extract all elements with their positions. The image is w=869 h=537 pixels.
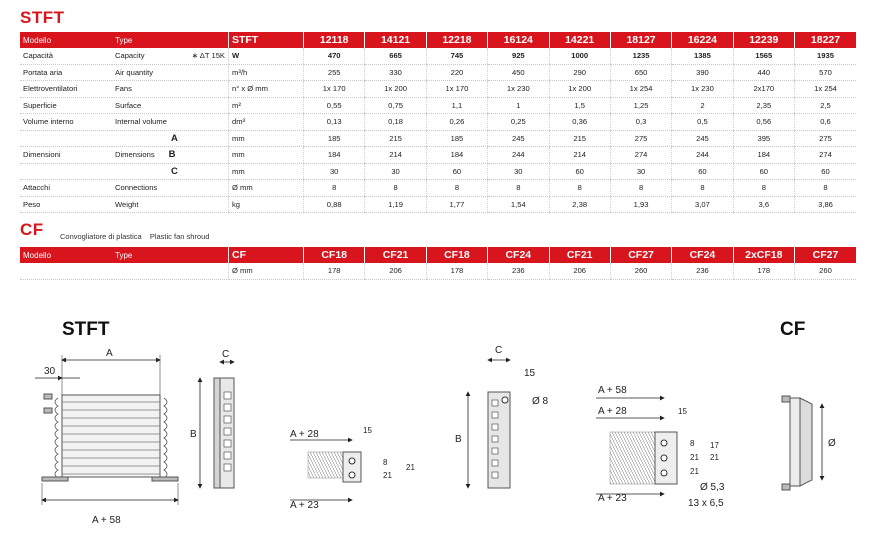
spec-value-cell: 330 — [365, 64, 426, 81]
row-unit: m³/h — [229, 64, 304, 81]
cf-header-series-label: CF — [229, 247, 304, 263]
stft-model-header: 16124 — [488, 32, 549, 48]
spec-value-cell: 1,5 — [549, 97, 610, 114]
stft-model-header: 12218 — [426, 32, 487, 48]
spec-value-cell: 1,19 — [365, 196, 426, 213]
row-label-it: Attacchi — [20, 180, 112, 197]
cf-model-header: CF21 — [365, 247, 426, 263]
spec-value-cell: 275 — [795, 130, 857, 147]
stft-drawing-label: STFT — [62, 319, 110, 340]
row-label-it: Peso — [20, 196, 112, 213]
spec-value-cell: 185 — [426, 130, 487, 147]
spec-value-cell: 665 — [365, 48, 426, 64]
row-unit: mm — [229, 163, 304, 180]
cf-model-header: CF24 — [488, 247, 549, 263]
spec-value-cell: 184 — [733, 147, 794, 164]
spec-value-cell: 2x170 — [733, 81, 794, 98]
spec-value-cell: 1,1 — [426, 97, 487, 114]
spec-value-cell: 244 — [672, 147, 733, 164]
spec-value-cell: 8 — [549, 180, 610, 197]
spec-value-cell: 8 — [365, 180, 426, 197]
spec-value-cell: 1,93 — [610, 196, 671, 213]
spec-value-cell: 0,56 — [733, 114, 794, 131]
connection-detail-small — [290, 426, 415, 511]
row-label-it: Superficie — [20, 97, 112, 114]
spec-value-cell: 60 — [549, 163, 610, 180]
row-unit: kg — [229, 196, 304, 213]
dim-o53-label: Ø 5,3 — [700, 482, 725, 493]
dim-15-large-label: 15 — [524, 368, 536, 379]
cf-diameter-cell: 260 — [795, 263, 857, 279]
spec-value-cell: 245 — [672, 130, 733, 147]
row-note: B — [168, 149, 176, 161]
cf-header-type-label: Type — [112, 247, 229, 263]
spec-value-cell: 2 — [672, 97, 733, 114]
row-unit: m² — [229, 97, 304, 114]
stft-model-header: 14121 — [365, 32, 426, 48]
spec-value-cell: 2,38 — [549, 196, 610, 213]
dim-slot-label: 13 x 6,5 — [688, 498, 724, 509]
row-unit: dm³ — [229, 114, 304, 131]
row-unit: W — [229, 48, 304, 64]
cf-title: CF — [20, 220, 44, 239]
row-unit: mm — [229, 147, 304, 164]
cf-model-header: CF27 — [610, 247, 671, 263]
dim-15-small-label: 15 — [363, 426, 372, 435]
spec-value-cell: 1x 254 — [795, 81, 857, 98]
stft-model-header: 14221 — [549, 32, 610, 48]
row-unit: n° x Ø mm — [229, 81, 304, 98]
spec-value-cell: 1565 — [733, 48, 794, 64]
spec-value-cell: 0,5 — [672, 114, 733, 131]
coil-side-view-large — [455, 345, 549, 488]
spec-value-cell: 274 — [610, 147, 671, 164]
row-label-en-text: Dimensions — [115, 150, 155, 160]
coil-front-view — [35, 348, 178, 526]
row-unit: Ø mm — [229, 180, 304, 197]
row-label-it: Capacità — [20, 48, 112, 64]
spec-value-cell: 1,77 — [426, 196, 487, 213]
connection-detail-large — [596, 385, 725, 509]
row-note: A — [171, 132, 178, 144]
spec-value-cell: 220 — [426, 64, 487, 81]
cf-unit-cell: Ø mm — [229, 263, 304, 279]
spec-value-cell: 470 — [304, 48, 365, 64]
row-label-it: Dimensioni — [20, 147, 112, 164]
cf-diameter-cell: 206 — [365, 263, 426, 279]
spec-value-cell: 0,36 — [549, 114, 610, 131]
spec-value-cell: 30 — [488, 163, 549, 180]
header-model-label: Modello — [20, 32, 112, 48]
stft-model-header: 12118 — [304, 32, 365, 48]
dim-a58-large-label: A + 58 — [598, 385, 627, 396]
spec-value-cell: 8 — [426, 180, 487, 197]
spec-value-cell: 215 — [549, 130, 610, 147]
row-label-it: Volume interno — [20, 114, 112, 131]
stft-model-header: 16224 — [672, 32, 733, 48]
spec-value-cell: 0,55 — [304, 97, 365, 114]
spec-value-cell: 650 — [610, 64, 671, 81]
spec-value-cell: 1x 170 — [304, 81, 365, 98]
dim-a23-small-label: A + 23 — [290, 500, 319, 511]
spec-value-cell: 450 — [488, 64, 549, 81]
spec-value-cell: 184 — [426, 147, 487, 164]
dim-c-label: C — [222, 349, 230, 360]
spec-value-cell: 184 — [304, 147, 365, 164]
spec-value-cell: 274 — [795, 147, 857, 164]
row-label-en-text: Capacity — [115, 51, 145, 61]
dim-17-large-label: 17 — [710, 441, 719, 450]
spec-value-cell: 8 — [304, 180, 365, 197]
stft-model-header: 18227 — [795, 32, 857, 48]
dim-21b-large-label: 21 — [690, 467, 699, 476]
row-label-en-text: Internal volume — [115, 117, 167, 127]
spec-value-cell: 214 — [549, 147, 610, 164]
spec-value-cell: 290 — [549, 64, 610, 81]
row-note: ∗ ΔT 15K — [191, 51, 225, 61]
cf-subtitle-en: Plastic fan shroud — [149, 232, 210, 241]
spec-value-cell: 1,54 — [488, 196, 549, 213]
dim-21b-small-label: 21 — [406, 463, 415, 472]
row-unit: mm — [229, 130, 304, 147]
spec-value-cell: 2,5 — [795, 97, 857, 114]
spec-value-cell: 1x 200 — [365, 81, 426, 98]
spec-value-cell: 8 — [488, 180, 549, 197]
spec-value-cell: 440 — [733, 64, 794, 81]
spec-value-cell: 0,18 — [365, 114, 426, 131]
dim-b-label: B — [190, 429, 197, 440]
spec-value-cell: 60 — [795, 163, 857, 180]
spec-value-cell: 0,26 — [426, 114, 487, 131]
spec-value-cell: 2,35 — [733, 97, 794, 114]
row-note: C — [171, 165, 178, 177]
spec-value-cell: 745 — [426, 48, 487, 64]
spec-value-cell: 245 — [488, 130, 549, 147]
spec-value-cell: 925 — [488, 48, 549, 64]
coil-side-view — [190, 349, 234, 488]
cf-shroud-drawing — [782, 396, 836, 490]
spec-value-cell: 1,25 — [610, 97, 671, 114]
spec-value-cell: 275 — [610, 130, 671, 147]
spec-value-cell: 1935 — [795, 48, 857, 64]
spec-value-cell: 60 — [733, 163, 794, 180]
dim-21-small-label: 21 — [383, 471, 392, 480]
cf-diameter-cell: 206 — [549, 263, 610, 279]
dim-21-large-label: 21 — [690, 453, 699, 462]
cf-diameter-cell: 236 — [488, 263, 549, 279]
spec-value-cell: 395 — [733, 130, 794, 147]
dim-c-large-label: C — [495, 345, 503, 356]
spec-value-cell: 0,13 — [304, 114, 365, 131]
spec-value-cell: 1x 254 — [610, 81, 671, 98]
row-label-en-text: Surface — [115, 100, 142, 110]
dim-a58-label: A + 58 — [92, 515, 121, 526]
spec-value-cell: 1 — [488, 97, 549, 114]
dim-o8-label: Ø 8 — [532, 396, 549, 407]
spec-value-cell: 60 — [426, 163, 487, 180]
spec-value-cell: 3,86 — [795, 196, 857, 213]
cf-model-header: CF27 — [795, 247, 857, 263]
spec-value-cell: 0,88 — [304, 196, 365, 213]
stft-title: STFT — [20, 8, 65, 27]
row-label-en-text: Connections — [115, 183, 158, 193]
spec-value-cell: 214 — [365, 147, 426, 164]
stft-model-header: 12239 — [733, 32, 794, 48]
header-series-label: STFT — [229, 32, 304, 48]
spec-value-cell: 1x 230 — [488, 81, 549, 98]
spec-value-cell: 8 — [610, 180, 671, 197]
spec-value-cell: 0,6 — [795, 114, 857, 131]
spec-value-cell: 1000 — [549, 48, 610, 64]
spec-value-cell: 8 — [672, 180, 733, 197]
spec-value-cell: 244 — [488, 147, 549, 164]
dim-30-label: 30 — [44, 366, 56, 377]
spec-value-cell: 1385 — [672, 48, 733, 64]
spec-value-cell: 30 — [365, 163, 426, 180]
dim-a-label: A — [106, 348, 113, 359]
cf-diameter-cell: 178 — [733, 263, 794, 279]
dim-8-small-label: 8 — [383, 458, 388, 467]
spec-value-cell: 1x 230 — [672, 81, 733, 98]
spec-value-cell: 1x 200 — [549, 81, 610, 98]
row-label-en-text: Fans — [115, 84, 132, 94]
cf-model-header: 2xCF18 — [733, 247, 794, 263]
cf-model-header: CF18 — [426, 247, 487, 263]
spec-value-cell: 0,75 — [365, 97, 426, 114]
spec-value-cell: 8 — [795, 180, 857, 197]
row-label-en-text: Weight — [115, 199, 139, 209]
cf-header-model-label: Modello — [20, 247, 112, 263]
spec-value-cell: 0,25 — [488, 114, 549, 131]
row-label-it: Elettroventilatori — [20, 81, 112, 98]
spec-value-cell: 255 — [304, 64, 365, 81]
spec-value-cell: 8 — [733, 180, 794, 197]
cf-diameter-cell: 178 — [304, 263, 365, 279]
row-label-it: Portata aria — [20, 64, 112, 81]
cf-subtitle-it: Convogliatore di plastica — [60, 232, 142, 241]
cf-diameter-cell: 236 — [672, 263, 733, 279]
spec-value-cell: 30 — [304, 163, 365, 180]
cf-model-header: CF24 — [672, 247, 733, 263]
dim-a28-large-label: A + 28 — [598, 406, 627, 417]
spec-value-cell: 570 — [795, 64, 857, 81]
header-type-label: Type — [112, 32, 229, 48]
cf-drawing-label: CF — [780, 319, 806, 340]
dim-21c-large-label: 21 — [710, 453, 719, 462]
dim-a23-large-label: A + 23 — [598, 493, 627, 504]
dim-cf-diameter-label: Ø — [828, 438, 836, 449]
dim-15-large2-label: 15 — [678, 407, 687, 416]
spec-value-cell: 1235 — [610, 48, 671, 64]
spec-value-cell: 3,07 — [672, 196, 733, 213]
spec-value-cell: 60 — [672, 163, 733, 180]
stft-model-header: 18127 — [610, 32, 671, 48]
cf-model-header: CF18 — [304, 247, 365, 263]
spec-value-cell: 390 — [672, 64, 733, 81]
spec-value-cell: 215 — [365, 130, 426, 147]
cf-model-header: CF21 — [549, 247, 610, 263]
dim-8-large-label: 8 — [690, 439, 695, 448]
row-label-en-text: Air quantity — [115, 67, 153, 77]
cf-diameter-cell: 178 — [426, 263, 487, 279]
cf-diameter-cell: 260 — [610, 263, 671, 279]
spec-value-cell: 0,3 — [610, 114, 671, 131]
spec-value-cell: 1x 170 — [426, 81, 487, 98]
spec-value-cell: 185 — [304, 130, 365, 147]
dim-a28-small-label: A + 28 — [290, 429, 319, 440]
spec-value-cell: 30 — [610, 163, 671, 180]
spec-value-cell: 3,6 — [733, 196, 794, 213]
dim-b-large-label: B — [455, 434, 462, 445]
